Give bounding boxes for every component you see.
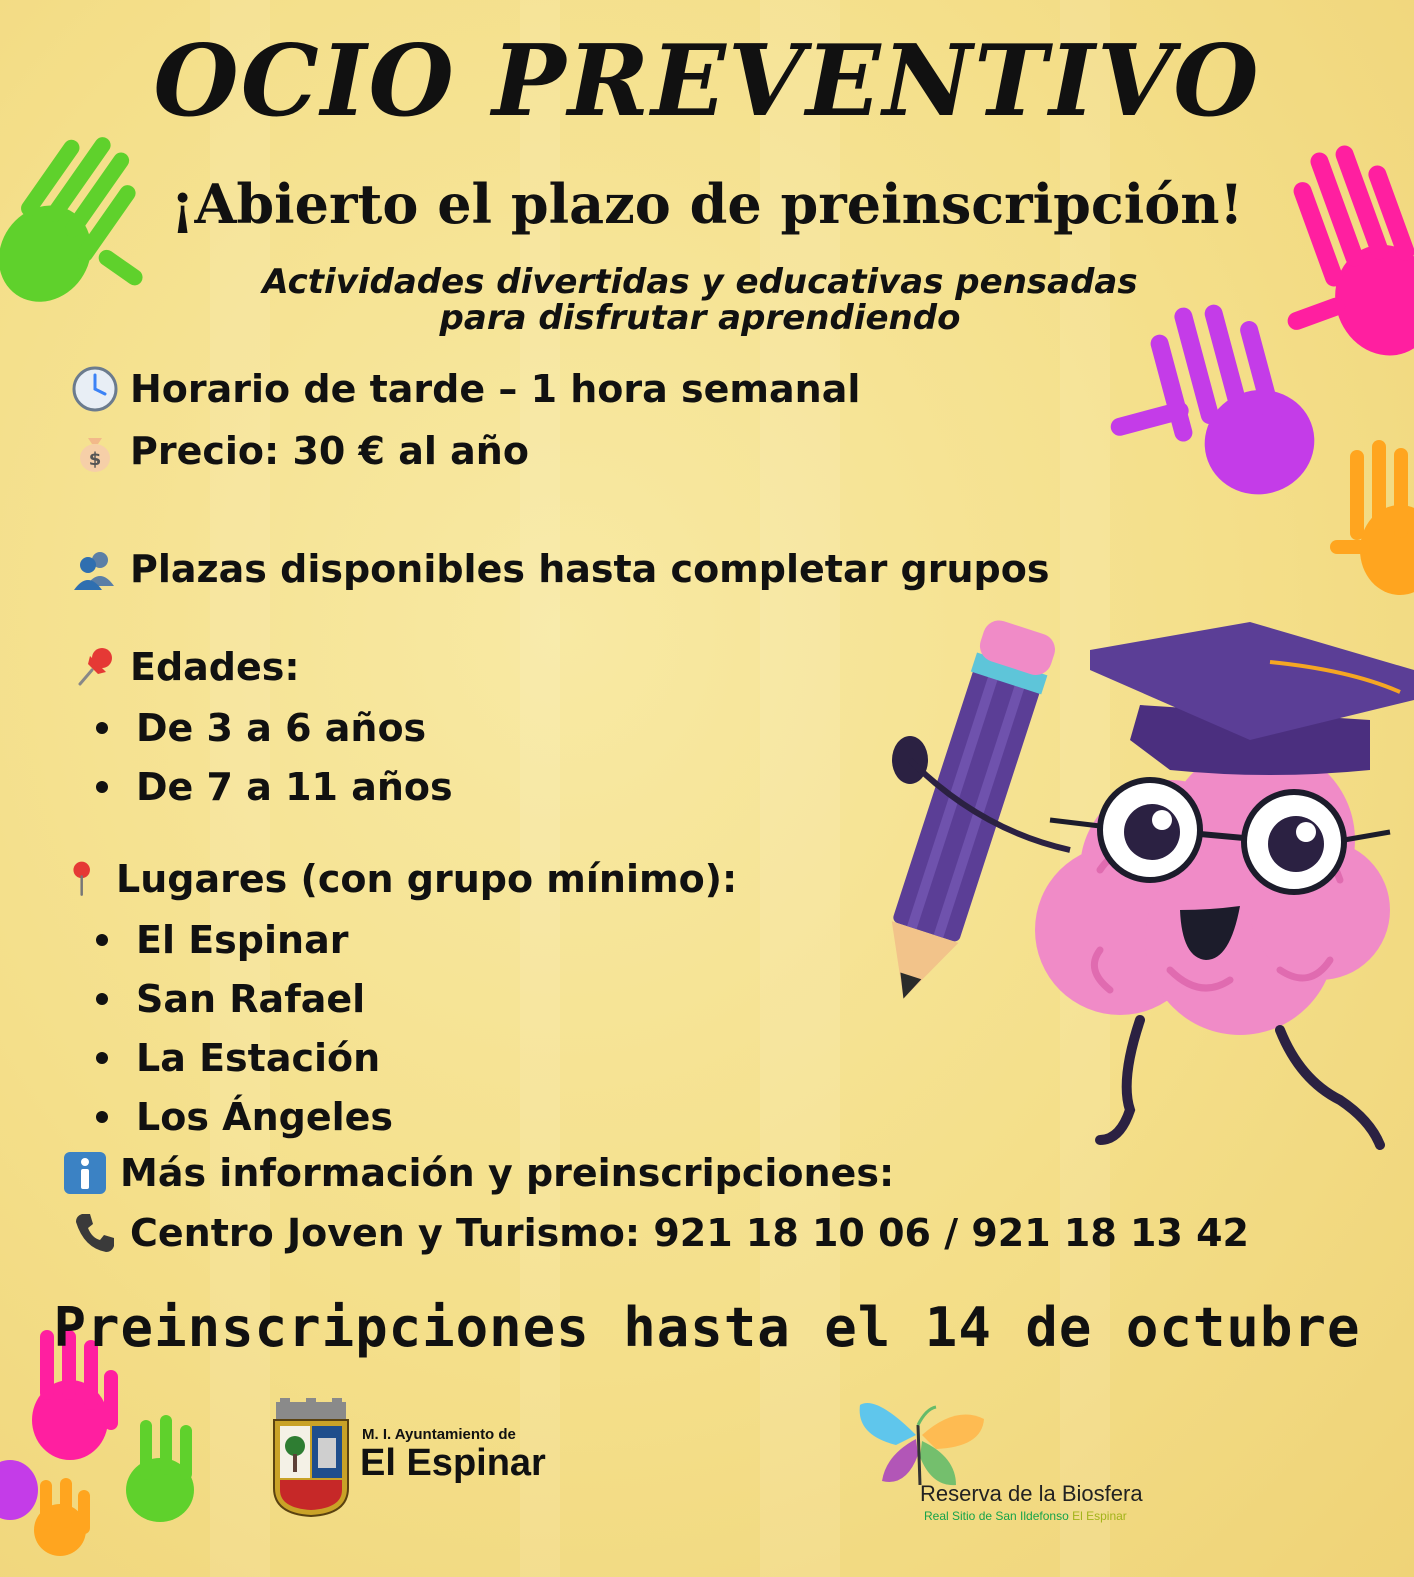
phone-icon [72,1210,118,1256]
places-text: Plazas disponibles hasta completar grupos [130,547,1050,591]
phone-row [72,1210,1249,1256]
ayuntamiento-name: El Espinar [360,1442,546,1484]
price-text: Precio: 30 € al año [130,429,529,473]
tagline-line-2: para disfrutar aprendiendo [439,298,961,338]
multicolor-handprints-decoration [0,1330,220,1577]
list-item [96,1087,393,1146]
bullet [96,1052,108,1064]
pushpin-icon [72,644,118,690]
age-range: De 3 a 6 años [136,705,427,750]
list-item [96,969,393,1028]
places-row [72,546,1049,592]
location: El Espinar [136,917,349,962]
list-item [96,698,453,757]
info-text: Más información y preinscripciones: [120,1151,895,1195]
info-row [62,1150,894,1196]
age-range: De 7 a 11 años [136,764,453,809]
biosphere-name: Reserva de la Biosfera [920,1481,1143,1506]
info-icon [62,1150,108,1196]
ages-heading: Edades: [130,645,300,689]
orange-handprint-decoration [1330,440,1414,610]
biosphere-subtitle [924,1509,1127,1523]
locations-heading: Lugares (con grupo mínimo): [116,857,738,901]
tagline [200,264,1200,336]
brain-graduate-illustration [870,610,1414,1170]
schedule-row [72,366,860,412]
bullet [96,934,108,946]
location: San Rafael [136,976,366,1021]
coat-of-arms-icon [270,1398,352,1518]
svg-text:$: $ [88,449,102,470]
phone-text: Centro Joven y Turismo: 921 18 10 06 / 921 18 13 42 [130,1211,1249,1255]
poster-subtitle: ¡Abierto el plazo de preinscripción! [170,172,1244,236]
bullet [96,722,108,734]
clock-icon [72,366,118,412]
bullet [96,781,108,793]
list-item [96,1028,393,1087]
location: La Estación [136,1035,381,1080]
ages-list [96,698,453,816]
butterfly-icon [856,1395,996,1491]
tagline-line-1: Actividades divertidas y educativas pensadas [262,262,1138,302]
list-item [96,910,393,969]
poster-title: OCIO PREVENTIVO [153,24,1261,139]
ayuntamiento-prefix: M. I. Ayuntamiento de [362,1426,516,1443]
map-pin-icon [66,856,104,902]
money-bag-icon [72,428,118,474]
deadline-banner: Preinscripciones hasta el 14 de octubre [53,1296,1361,1359]
biosphere-subtitle-main: Real Sitio de San Ildefonso [924,1509,1069,1523]
schedule-text: Horario de tarde – 1 hora semanal [130,367,861,411]
ayuntamiento-logo [270,1398,560,1518]
location: Los Ángeles [136,1094,394,1139]
people-icon [72,546,118,592]
list-item [96,757,453,816]
biosphere-logo [856,1395,1146,1535]
locations-list [96,910,393,1146]
ages-heading-row [72,644,300,690]
locations-heading-row [66,856,737,902]
bullet [96,993,108,1005]
bullet [96,1111,108,1123]
biosphere-subtitle-highlight: El Espinar [1072,1509,1127,1523]
price-row [72,428,529,474]
